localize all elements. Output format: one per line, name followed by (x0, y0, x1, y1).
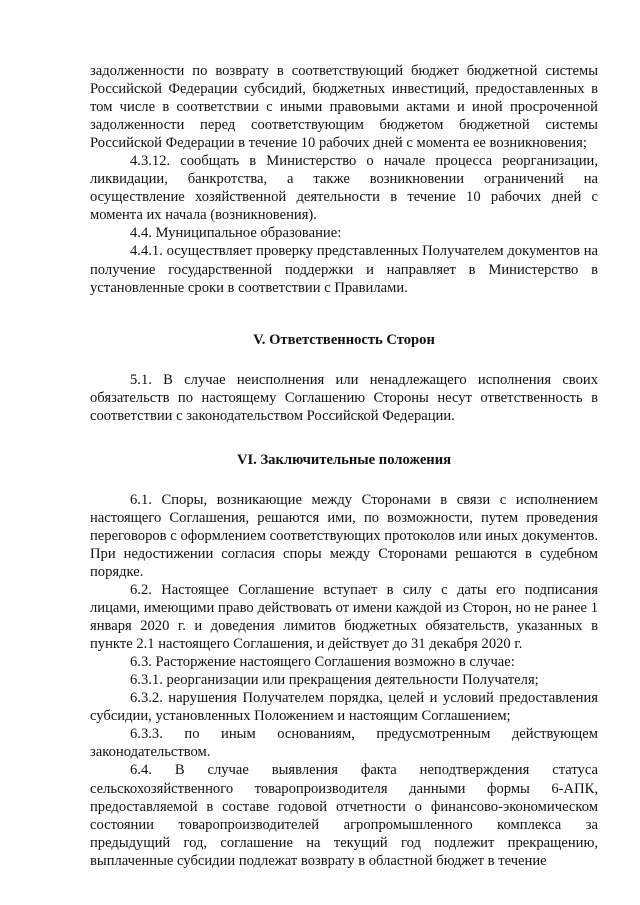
paragraph-6-4: 6.4. В случае выявления факта неподтверждения статуса сельскохозяйственного товаропроизводителя данными формы 6-АПК, предоставляемой в составе годовой отчетности о финансово-экономическом состоянии товаропроизводителей агропромышленного комплекса за предыдущий год, соглашение на текущий год подлежит прекращению, выплаченные субсидии подлежат возврату в областной бюджет в течение (90, 762, 598, 869)
paragraph-6-3-2: 6.3.2. нарушения Получателем порядка, целей и условий предоставления субсидии, установленных Положением и настоящим Соглашением; (90, 690, 598, 725)
paragraph-6-1: 6.1. Споры, возникающие между Сторонами в связи с исполнением настоящего Соглашения, решаются ими, по возможности, путем проведения переговоров с оформлением соответствующих протоколов или иных документов. При недостижении согласия споры между Сторонами решаются в судебном порядке. (90, 491, 598, 580)
paragraph-6-3-3: 6.3.3. по иным основаниям, предусмотренным действующем законодательством. (90, 726, 598, 761)
paragraph-6-3-1: 6.3.1. реорганизации или прекращения деятельности Получателя; (130, 672, 539, 689)
paragraph-4-4: 4.4. Муниципальное образование: (130, 225, 342, 242)
paragraph-6-2: 6.2. Настоящее Соглашение вступает в силу с даты его подписания лицами, имеющими право действовать от имени каждой из Сторон, но не ранее 1 января 2020 г. и доведения лимитов бюджетных обязательств, указанных в пункте 2.1 настоящего Соглашения, и действует до 31 декабря 2020 г. (90, 581, 598, 653)
spacer (90, 349, 598, 371)
spacer (90, 469, 598, 491)
spacer (90, 425, 598, 451)
paragraph-4-4-1: 4.4.1. осуществляет проверку представленных Получателем документов на получение государственной поддержки и направляет в Министерство в установленные сроки в соответствии с Правилами. (90, 243, 598, 296)
paragraph-4-3-12: 4.3.12. сообщать в Министерство о начале процесса реорганизации, ликвидации, банкротства, а также возникновении ограничений на осуществление хозяйственной деятельности в течение 10 рабочих дней с момента их начала (возникновения). (90, 153, 598, 224)
section-5-heading: V. Ответственность Сторон (253, 331, 435, 348)
paragraph-5-1: 5.1. В случае неисполнения или ненадлежащего исполнения своих обязательств по настоящему Соглашению Стороны несут ответственность в соответствии с законодательством Российской Федерации. (90, 371, 598, 424)
paragraph-6-3: 6.3. Расторжение настоящего Соглашения возможно в случае: (130, 654, 515, 671)
paragraph-debt-continuation: задолженности по возврату в соответствующий бюджет бюджетной системы Российской Федерации субсидий, бюджетных инвестиций, предоставленных в том числе в соответствии с иными правовыми актами и иной просроченной задолженности перед соответствующим бюджетом бюджетной системы Российской Федерации в течение 10 рабочих дней с момента ее возникновения; (90, 63, 598, 152)
section-6-heading: VI. Заключительные положения (236, 451, 452, 468)
spacer (90, 297, 598, 331)
